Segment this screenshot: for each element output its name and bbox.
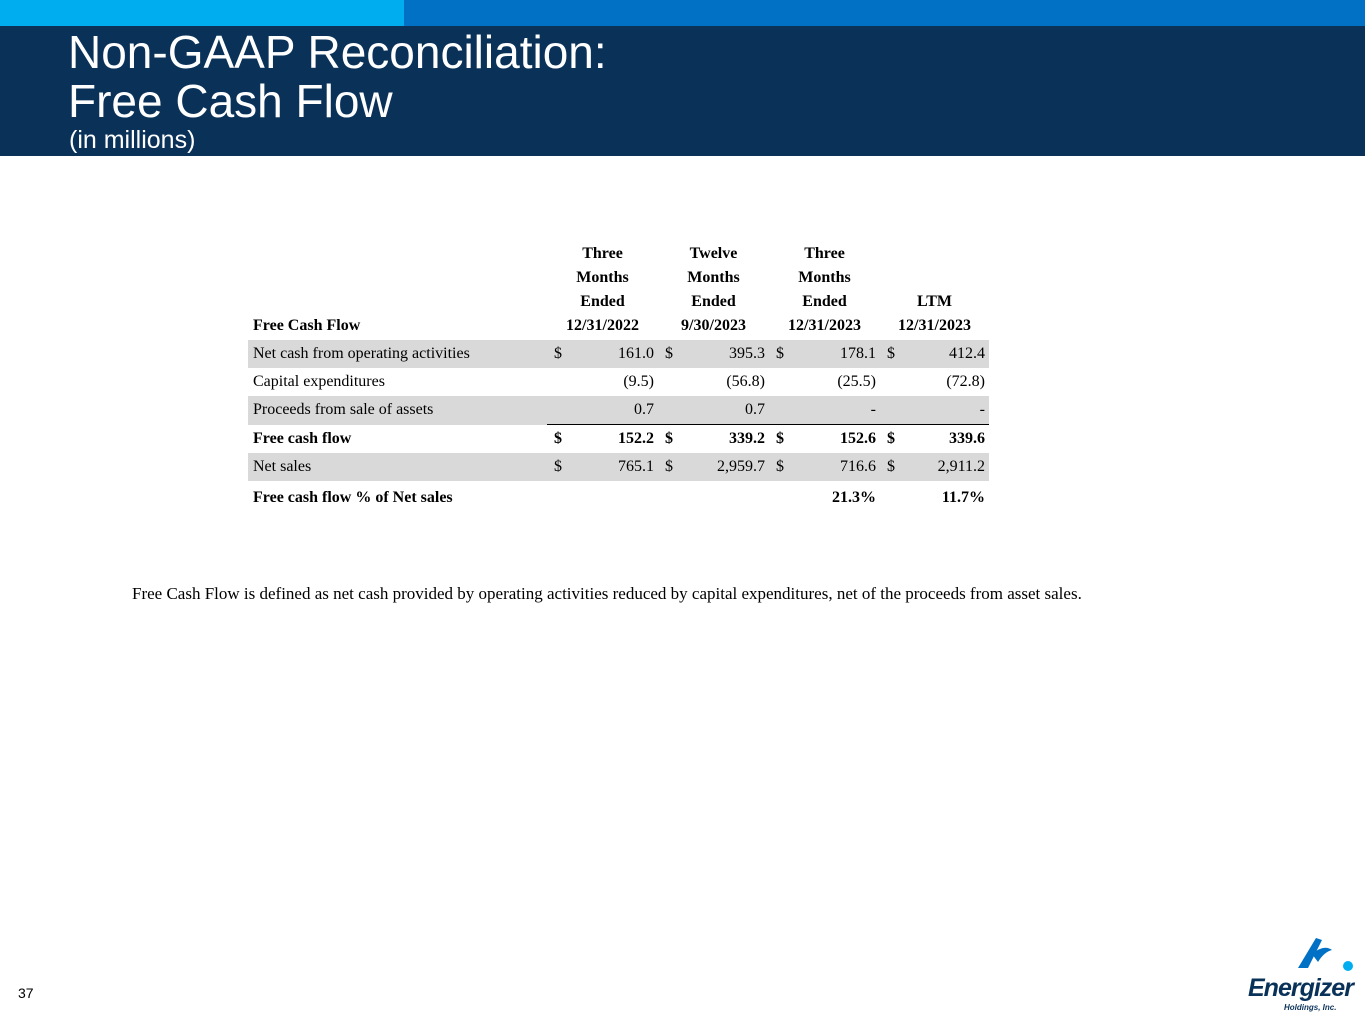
currency-symbol: $: [658, 340, 679, 368]
currency-symbol: [769, 396, 790, 425]
column-header: [769, 242, 880, 340]
column-header-line: Three: [582, 245, 623, 262]
column-header-date: 12/31/2022: [566, 317, 639, 334]
table-row: [248, 396, 989, 425]
currency-symbol: $: [880, 340, 901, 368]
value-cell: (9.5): [623, 373, 654, 390]
column-header: [547, 242, 658, 340]
value-cell: 395.3: [679, 340, 769, 368]
value-cell: 339.2: [679, 425, 769, 454]
table-row: [248, 453, 989, 481]
value-cell: (72.8): [946, 373, 985, 390]
column-header-line: Twelve: [689, 245, 738, 262]
top-accent-bar-light: [0, 0, 404, 26]
logo-subtext: Holdings, Inc.: [1284, 1003, 1337, 1012]
row-label: Net cash from operating activities: [248, 340, 547, 368]
column-header-line: LTM: [917, 293, 952, 310]
value-cell: (25.5): [837, 373, 876, 390]
value-cell: -: [901, 396, 989, 425]
currency-symbol: $: [769, 340, 790, 368]
column-header-line: Three: [804, 245, 845, 262]
currency-symbol: [880, 396, 901, 425]
value-cell: 11.7%: [941, 489, 985, 506]
currency-symbol: [547, 368, 568, 396]
currency-symbol: [769, 481, 790, 515]
value-cell: [568, 481, 658, 515]
value-cell: 412.4: [901, 340, 989, 368]
column-header: [658, 242, 769, 340]
currency-symbol: $: [880, 425, 901, 454]
value-cell: 2,911.2: [901, 453, 989, 481]
row-label: Proceeds from sale of assets: [248, 396, 547, 425]
value-cell: 765.1: [568, 453, 658, 481]
column-header-line: Months: [798, 269, 851, 286]
currency-symbol: [547, 396, 568, 425]
row-label: Free cash flow % of Net sales: [253, 489, 453, 506]
column-header-line: Ended: [802, 293, 847, 310]
value-cell: [679, 481, 769, 515]
currency-symbol: $: [547, 453, 568, 481]
table-row: [248, 340, 989, 368]
value-cell: 178.1: [790, 340, 880, 368]
column-header-line: Ended: [580, 293, 625, 310]
column-header: [880, 242, 989, 340]
column-header-date: 12/31/2023: [898, 317, 971, 334]
column-header-date: 9/30/2023: [681, 317, 746, 334]
value-cell: 152.6: [790, 425, 880, 454]
column-header-line: Ended: [691, 293, 736, 310]
currency-symbol: $: [547, 340, 568, 368]
table-row: [248, 481, 989, 515]
currency-symbol: [658, 368, 679, 396]
row-label: Free cash flow: [253, 429, 352, 447]
slide-title: [68, 28, 607, 126]
slide-subtitle: (in millions): [69, 126, 196, 154]
slide-header: [0, 26, 1365, 156]
logo-wordmark: Energizer: [1248, 974, 1353, 1002]
column-header-line: Months: [687, 269, 740, 286]
table-title: Free Cash Flow: [253, 317, 361, 334]
value-cell: -: [790, 396, 880, 425]
top-accent-bar-blue: [404, 0, 1365, 26]
title-line-1: Non-GAAP Reconciliation:: [68, 26, 607, 78]
column-header-line: Months: [576, 269, 629, 286]
value-cell: 2,959.7: [679, 453, 769, 481]
value-cell: 161.0: [568, 340, 658, 368]
currency-symbol: $: [658, 453, 679, 481]
title-line-2: Free Cash Flow: [68, 75, 393, 127]
currency-symbol: [880, 481, 901, 515]
currency-symbol: $: [769, 453, 790, 481]
column-header-date: 12/31/2023: [788, 317, 861, 334]
free-cash-flow-table: [248, 242, 989, 515]
currency-symbol: $: [658, 425, 679, 454]
page-number: 37: [18, 985, 34, 1001]
footnote: Free Cash Flow is defined as net cash provided by operating activities reduced by capital expenditures, net of the proceeds from asset sales.: [132, 584, 1082, 603]
value-cell: 716.6: [790, 453, 880, 481]
currency-symbol: [769, 368, 790, 396]
value-cell: 0.7: [568, 396, 658, 425]
row-label: Net sales: [248, 453, 547, 481]
table-row-total: [248, 425, 989, 454]
currency-symbol: [880, 368, 901, 396]
value-cell: 339.6: [901, 425, 989, 454]
value-cell: (56.8): [726, 373, 765, 390]
currency-symbol: [658, 396, 679, 425]
currency-symbol: [547, 481, 568, 515]
value-cell: 21.3%: [832, 489, 876, 506]
currency-symbol: $: [880, 453, 901, 481]
currency-symbol: $: [547, 425, 568, 454]
value-cell: 0.7: [679, 396, 769, 425]
currency-symbol: $: [769, 425, 790, 454]
table-row: [248, 368, 989, 396]
row-label: Capital expenditures: [253, 373, 385, 390]
table-header-row: [248, 242, 989, 340]
currency-symbol: [658, 481, 679, 515]
value-cell: 152.2: [568, 425, 658, 454]
